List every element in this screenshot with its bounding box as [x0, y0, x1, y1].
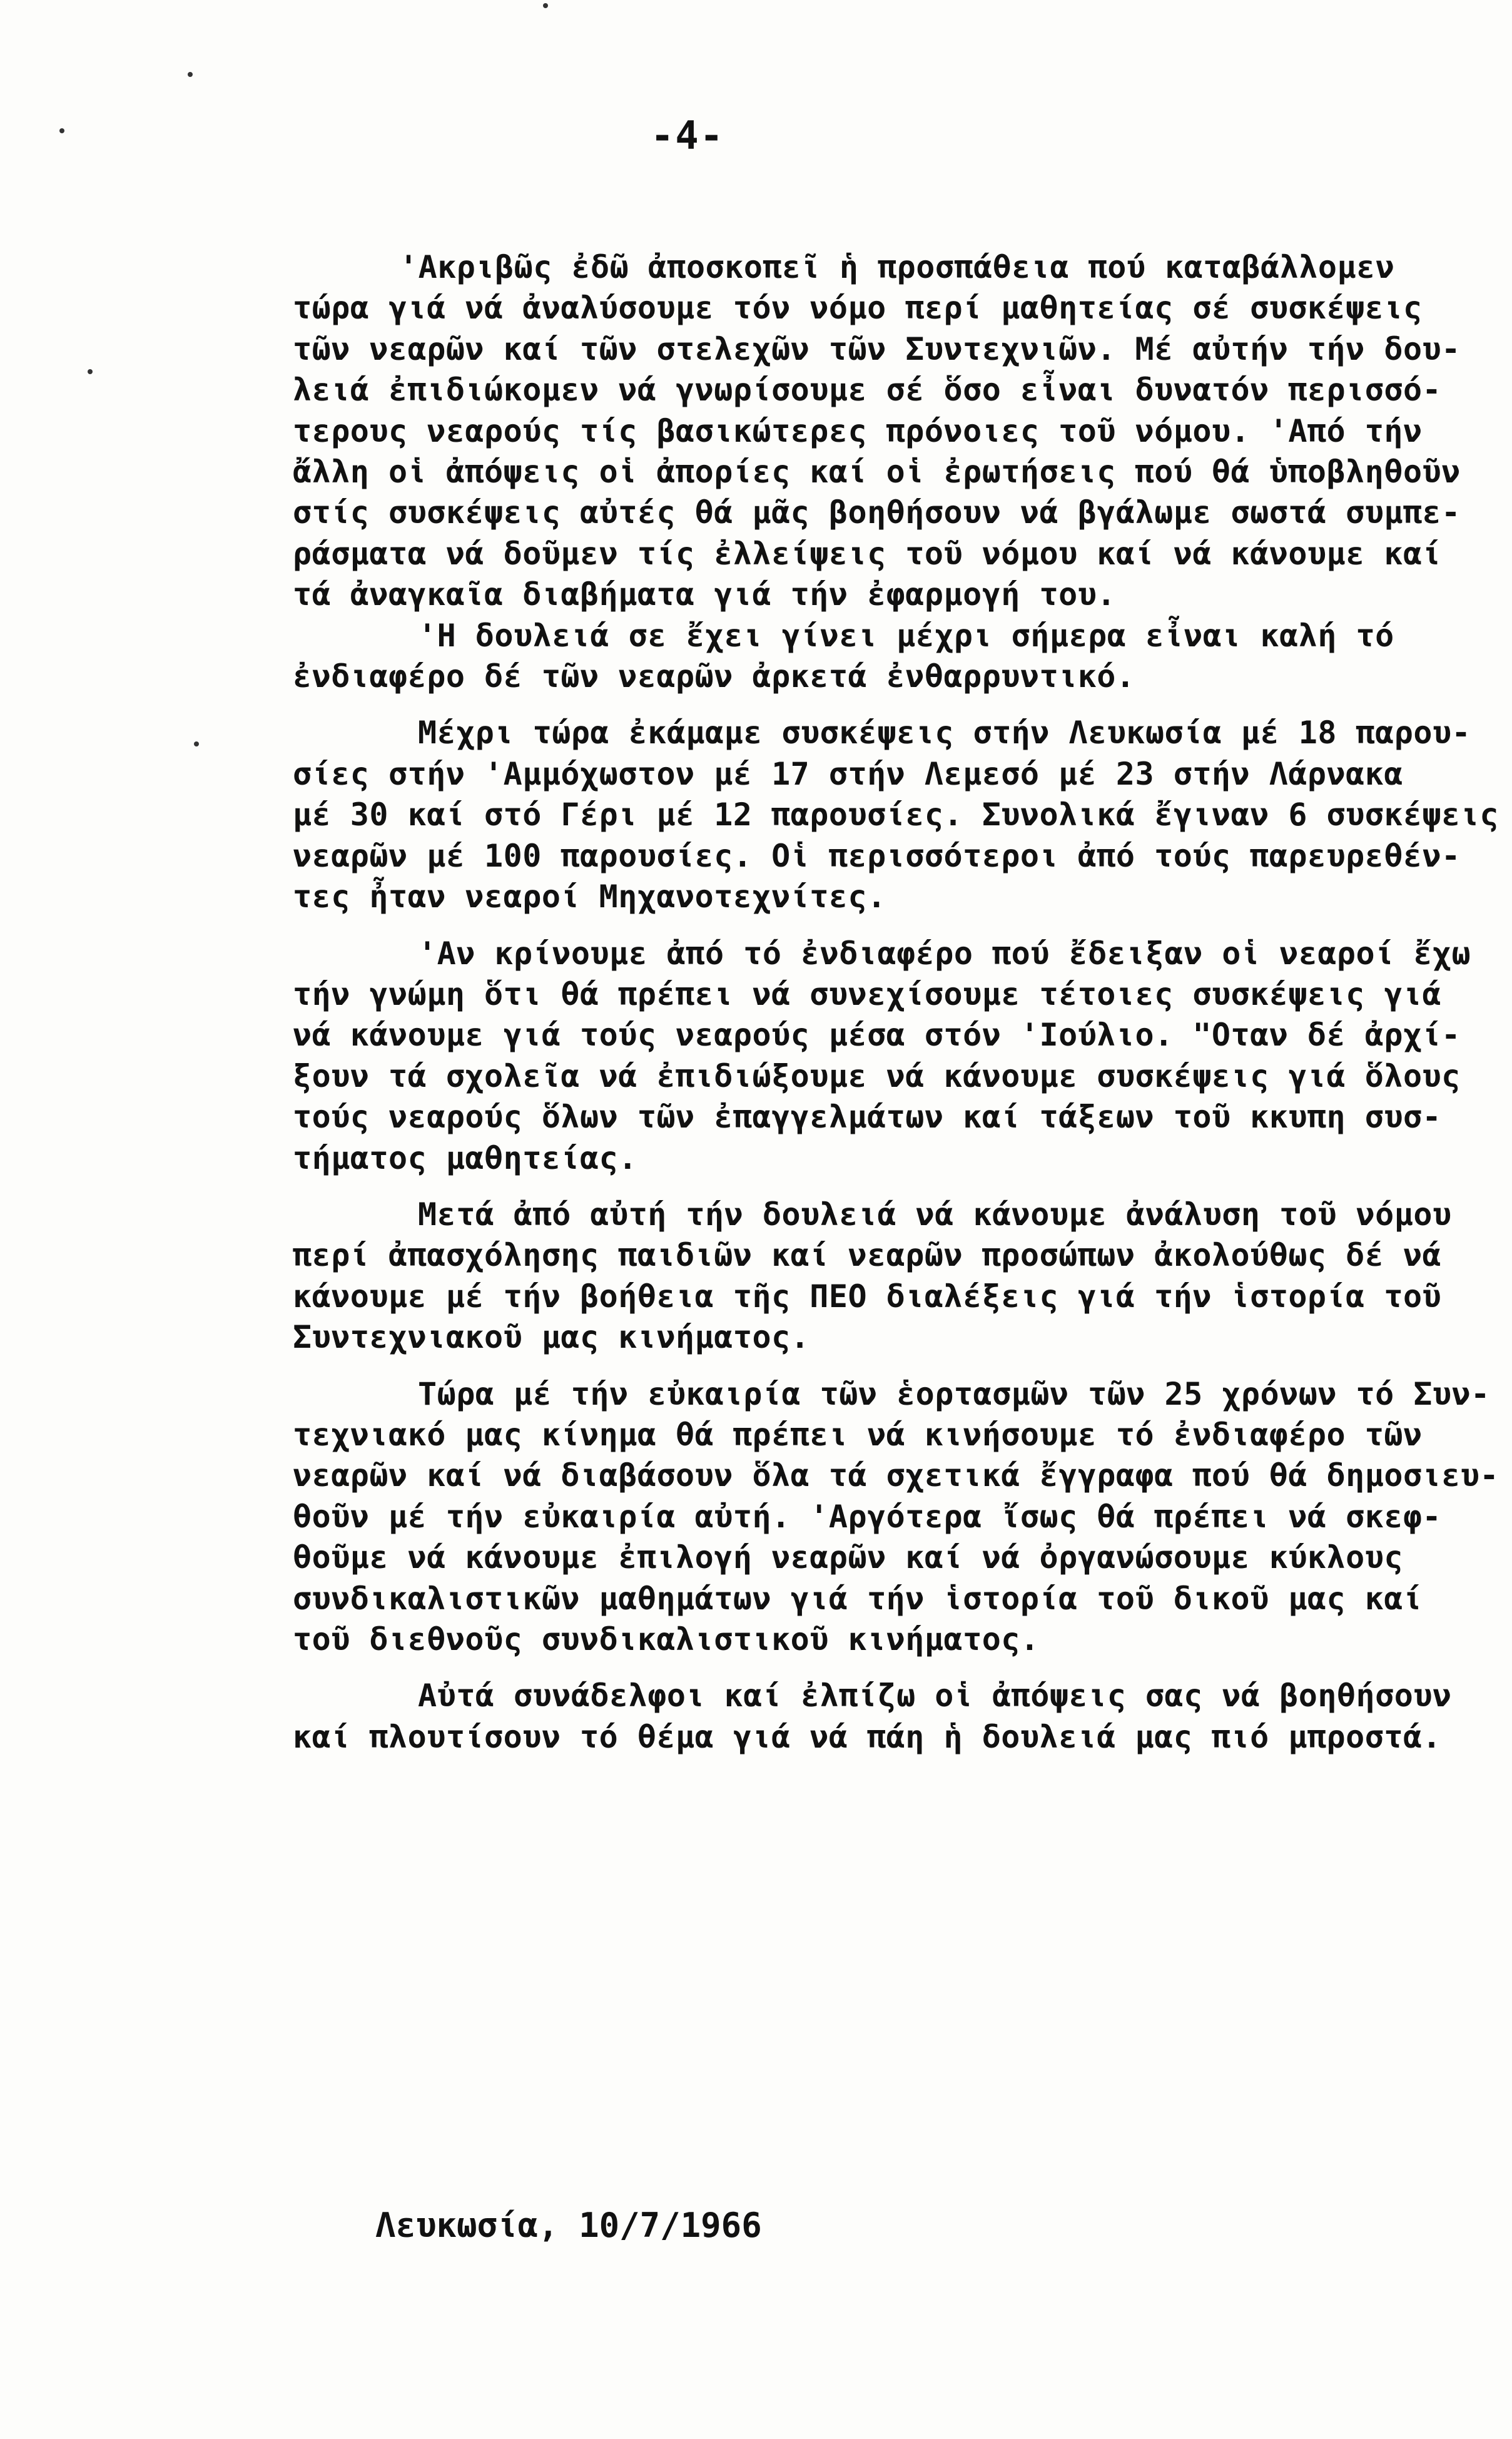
scan-speck: [543, 3, 548, 8]
text-line: Τώρα μέ τήν εὐκαιρία τῶν ἑορτασμῶν τῶν 25 χρόνων τό Συν-: [418, 1375, 1490, 1412]
text-line: Συντεχνιακοῦ μας κινήματος.: [293, 1319, 810, 1356]
text-line: κάνουμε μέ τήν βοήθεια τῆς ΠΕΟ διαλέξεις γιά τήν ἱστορία τοῦ: [293, 1278, 1442, 1315]
text-line: λειά ἐπιδιώκομεν νά γνωρίσουμε σέ ὅσο εἶναι δυνατόν περισσό-: [293, 372, 1442, 409]
text-line: 'Η δουλειά σε ἔχει γίνει μέχρι σήμερα εἶναι καλή τό: [418, 617, 1394, 654]
date-place-line: Λευκωσία, 10/7/1966: [375, 2206, 762, 2245]
scan-speck: [59, 128, 64, 133]
text-line: νεαρῶν μέ 100 παρουσίες. Οἱ περισσότεροι ἀπό τούς παρευρεθέν-: [293, 837, 1461, 874]
scan-speck: [88, 369, 93, 374]
text-line: ράσματα νά δοῦμεν τίς ἐλλείψεις τοῦ νόμου καί νά κάνουμε καί: [293, 535, 1442, 572]
text-line: τεχνιακό μας κίνημα θά πρέπει νά κινήσουμε τό ἐνδιαφέρο τῶν: [293, 1416, 1423, 1453]
text-line: ἐνδιαφέρο δέ τῶν νεαρῶν ἀρκετά ἐνθαρρυντικό.: [293, 658, 1135, 695]
scan-speck: [188, 72, 193, 77]
text-line: τοῦ διεθνοῦς συνδικαλιστικοῦ κινήματος.: [293, 1621, 1040, 1657]
text-line: τούς νεαρούς ὅλων τῶν ἐπαγγελμάτων καί τάξεων τοῦ κκυπη συσ-: [293, 1099, 1442, 1136]
text-line: τες ἦταν νεαροί Μηχανοτεχνίτες.: [293, 878, 886, 915]
letter-body: [293, 247, 1499, 1758]
scan-speck: [194, 741, 199, 746]
text-line: 'Αν κρίνουμε ἀπό τό ἐνδιαφέρο πού ἔδειξαν οἱ νεαροί ἔχω: [418, 935, 1471, 972]
text-line: νά κάνουμε γιά τούς νεαρούς μέσα στόν 'Ιούλιο. "Οταν δέ ἀρχί-: [293, 1017, 1461, 1054]
text-line: τερους νεαρούς τίς βασικώτερες πρόνοιες τοῦ νόμου. 'Από τήν: [293, 412, 1423, 449]
text-line: τήν γνώμη ὅτι θά πρέπει νά συνεχίσουμε τέτοιες συσκέψεις γιά: [293, 975, 1442, 1012]
text-line: θοῦν μέ τήν εὐκαιρία αὐτή. 'Αργότερα ἴσως θά πρέπει νά σκεφ-: [293, 1498, 1442, 1535]
text-line: μέ 30 καί στό Γέρι μέ 12 παρουσίες. Συνολικά ἔγιναν 6 συσκέψεις: [293, 797, 1499, 833]
text-line: ξουν τά σχολεῖα νά ἐπιδιώξουμε νά κάνουμε συσκέψεις γιά ὅλους: [293, 1057, 1461, 1094]
text-line: Μετά ἀπό αὐτή τήν δουλειά νά κάνουμε ἀνάλυση τοῦ νόμου: [418, 1196, 1452, 1233]
text-line: καί πλουτίσουν τό θέμα γιά νά πάη ἡ δουλειά μας πιό μπροστά.: [293, 1718, 1442, 1755]
text-line: ἄλλη οἱ ἀπόψεις οἱ ἀπορίες καί οἱ ἐρωτήσεις πού θά ὑποβληθοῦν: [293, 454, 1461, 491]
text-line: συνδικαλιστικῶν μαθημάτων γιά τήν ἱστορία τοῦ δικοῦ μας καί: [293, 1580, 1423, 1617]
text-line: Μέχρι τώρα ἐκάμαμε συσκέψεις στήν Λευκωσία μέ 18 παρου-: [418, 715, 1471, 751]
text-line: θοῦμε νά κάνουμε ἐπιλογή νεαρῶν καί νά ὀργανώσουμε κύκλους: [293, 1539, 1403, 1576]
text-line: τήματος μαθητείας.: [293, 1139, 637, 1176]
text-line: στίς συσκέψεις αὐτές θά μᾶς βοηθήσουν νά βγάλωμε σωστά συμπε-: [293, 494, 1461, 531]
text-line: 'Ακριβῶς ἐδῶ ἀποσκοπεῖ ἡ προσπάθεια πού καταβάλλομεν: [399, 249, 1395, 285]
text-line: τῶν νεαρῶν καί τῶν στελεχῶν τῶν Συντεχνιῶν. Μέ αὐτήν τήν δου-: [293, 330, 1461, 367]
text-line: περί ἀπασχόλησης παιδιῶν καί νεαρῶν προσώπων ἀκολούθως δέ νά: [293, 1237, 1442, 1274]
text-line: Αὐτά συνάδελφοι καί ἐλπίζω οἱ ἀπόψεις σας νά βοηθήσουν: [418, 1678, 1452, 1714]
text-line: τά ἀναγκαῖα διαβήματα γιά τήν ἐφαρμογή του.: [293, 576, 1116, 613]
text-line: νεαρῶν καί νά διαβάσουν ὅλα τά σχετικά ἔγγραφα πού θά δημοσιευ-: [293, 1457, 1499, 1494]
text-line: τώρα γιά νά ἀναλύσουμε τόν νόμο περί μαθητείας σέ συσκέψεις: [293, 290, 1423, 327]
page-number: -4-: [651, 113, 724, 158]
text-line: σίες στήν 'Αμμόχωστον μέ 17 στήν Λεμεσό μέ 23 στήν Λάρνακα: [293, 755, 1403, 792]
